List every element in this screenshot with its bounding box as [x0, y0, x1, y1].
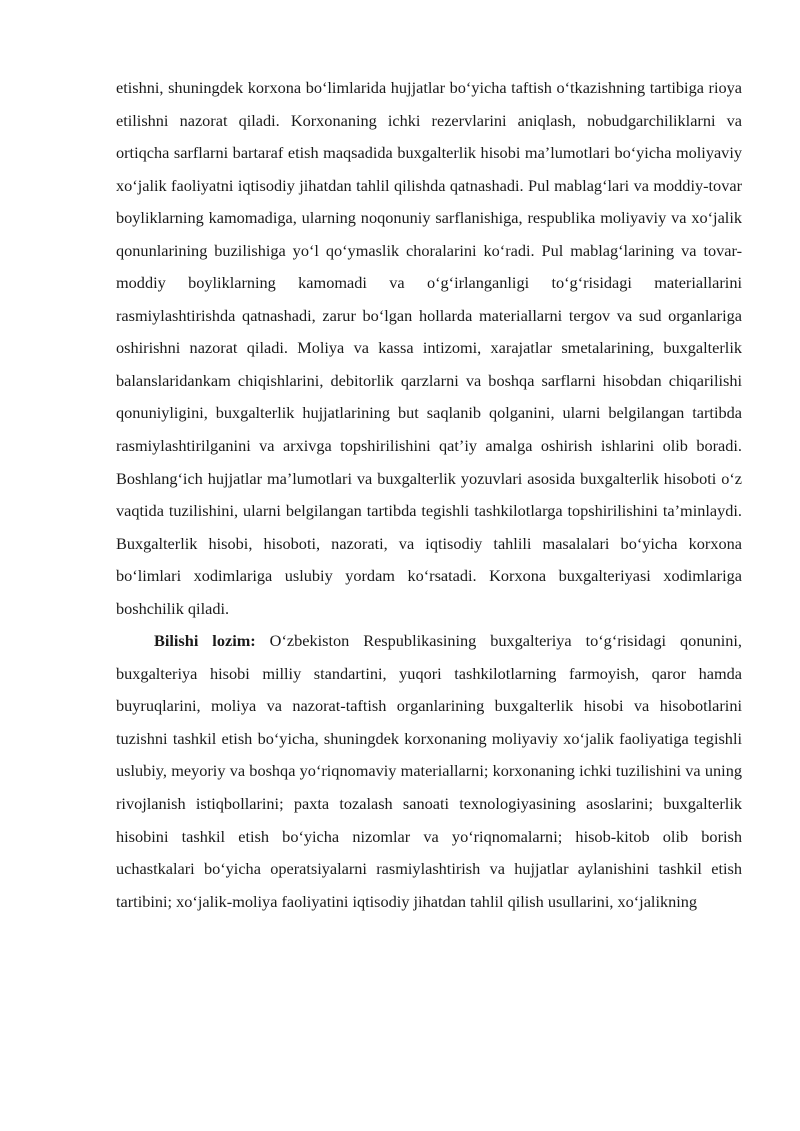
must-know-text: O‘zbekiston Respublikasining buxgalteriya to‘g‘risidagi qonunini, buxgalteriya hisobi milliy standartini, yuqori tashkilotlarning farmoyish, qaror hamda buyruqlarini, moliya va nazorat-taftish organlarining buxgalterlik hisobi va hisobotlarini tuzishni tashkil etish bo‘yicha, shuningdek korxonaning moliyaviy xo‘jalik faoliyatiga tegishli uslubiy, meyoriy va boshqa yo‘riqnomaviy materiallarni; korxonaning ichki tuzilishini va uning rivojlanish istiqbollarini; paxta tozalash sanoati texnologiyasining asoslarini; buxgalterlik hisobini tashkil etish bo‘yicha nizomlar va yo‘riqnomalarni; hisob-kitob olib borish uchastkalari bo‘yicha operatsiyalarni rasmiylashtirish va hujjatlar aylanishini tashkil etish tartibini; xo‘jalik-moliya faoliyatini iqtisodiy jihatdan tahlil qilish usullarini, xo‘jalikning: [116, 631, 742, 911]
paragraph-responsibilities: etishni, shuningdek korxona bo‘limlarida hujjatlar bo‘yicha taftish o‘tkazishning tartibiga rioya etilishni nazorat qiladi. Korxonaning ichki rezervlarini aniqlash, nobudgarchiliklarni va ortiqcha sarflarni bartaraf etish maqsadida buxgalterlik hisobi ma’lumotlari bo‘yicha moliyaviy xo‘jalik faoliyatni iqtisodiy jihatdan tahlil qilishda qatnashadi. Pul mablag‘lari va moddiy-tovar boyliklarning kamomadiga, ularning noqonuniy sarflanishiga, respublika moliyaviy va xo‘jalik qonunlarining buzilishiga yo‘l qo‘ymaslik choralarini ko‘radi. Pul mablag‘larining va tovar-moddiy boyliklarning kamomadi va o‘g‘irlanganligi to‘g‘risidagi materiallarini rasmiylashtirishda qatnashadi, zarur bo‘lgan hollarda materiallarni tergov va sud organlariga oshirishni nazorat qiladi. Moliya va kassa intizomi, xarajatlar smetalarining, buxgalterlik balanslaridankam chiqishlarini, debitorlik qarzlarni va boshqa sarflarni hisobdan chiqarilishi qonuniyligini, buxgalterlik hujjatlarining but saqlanib qolganini, ularni belgilangan tartibda rasmiylashtirilganini va arxivga topshirilishini qat’iy amalga oshirish ishlarini olib boradi. Boshlang‘ich hujjatlar ma’lumotlari va buxgalterlik yozuvlari asosida buxgalterlik hisoboti o‘z vaqtida tuzilishini, ularni belgilangan tartibda tegishli tashkilotlarga topshirilishini ta’minlaydi. Buxgalterlik hisobi, hisoboti, nazorati, va iqtisodiy tahlili masalalari bo‘yicha korxona bo‘limlari xodimlariga uslubiy yordam ko‘rsatadi. Korxona buxgalteriyasi xodimlariga boshchilik qiladi.: [116, 78, 742, 618]
body-text: [116, 72, 742, 918]
paragraph-must-know: [116, 625, 742, 918]
must-know-lead: Bilishi lozim:: [154, 631, 256, 651]
